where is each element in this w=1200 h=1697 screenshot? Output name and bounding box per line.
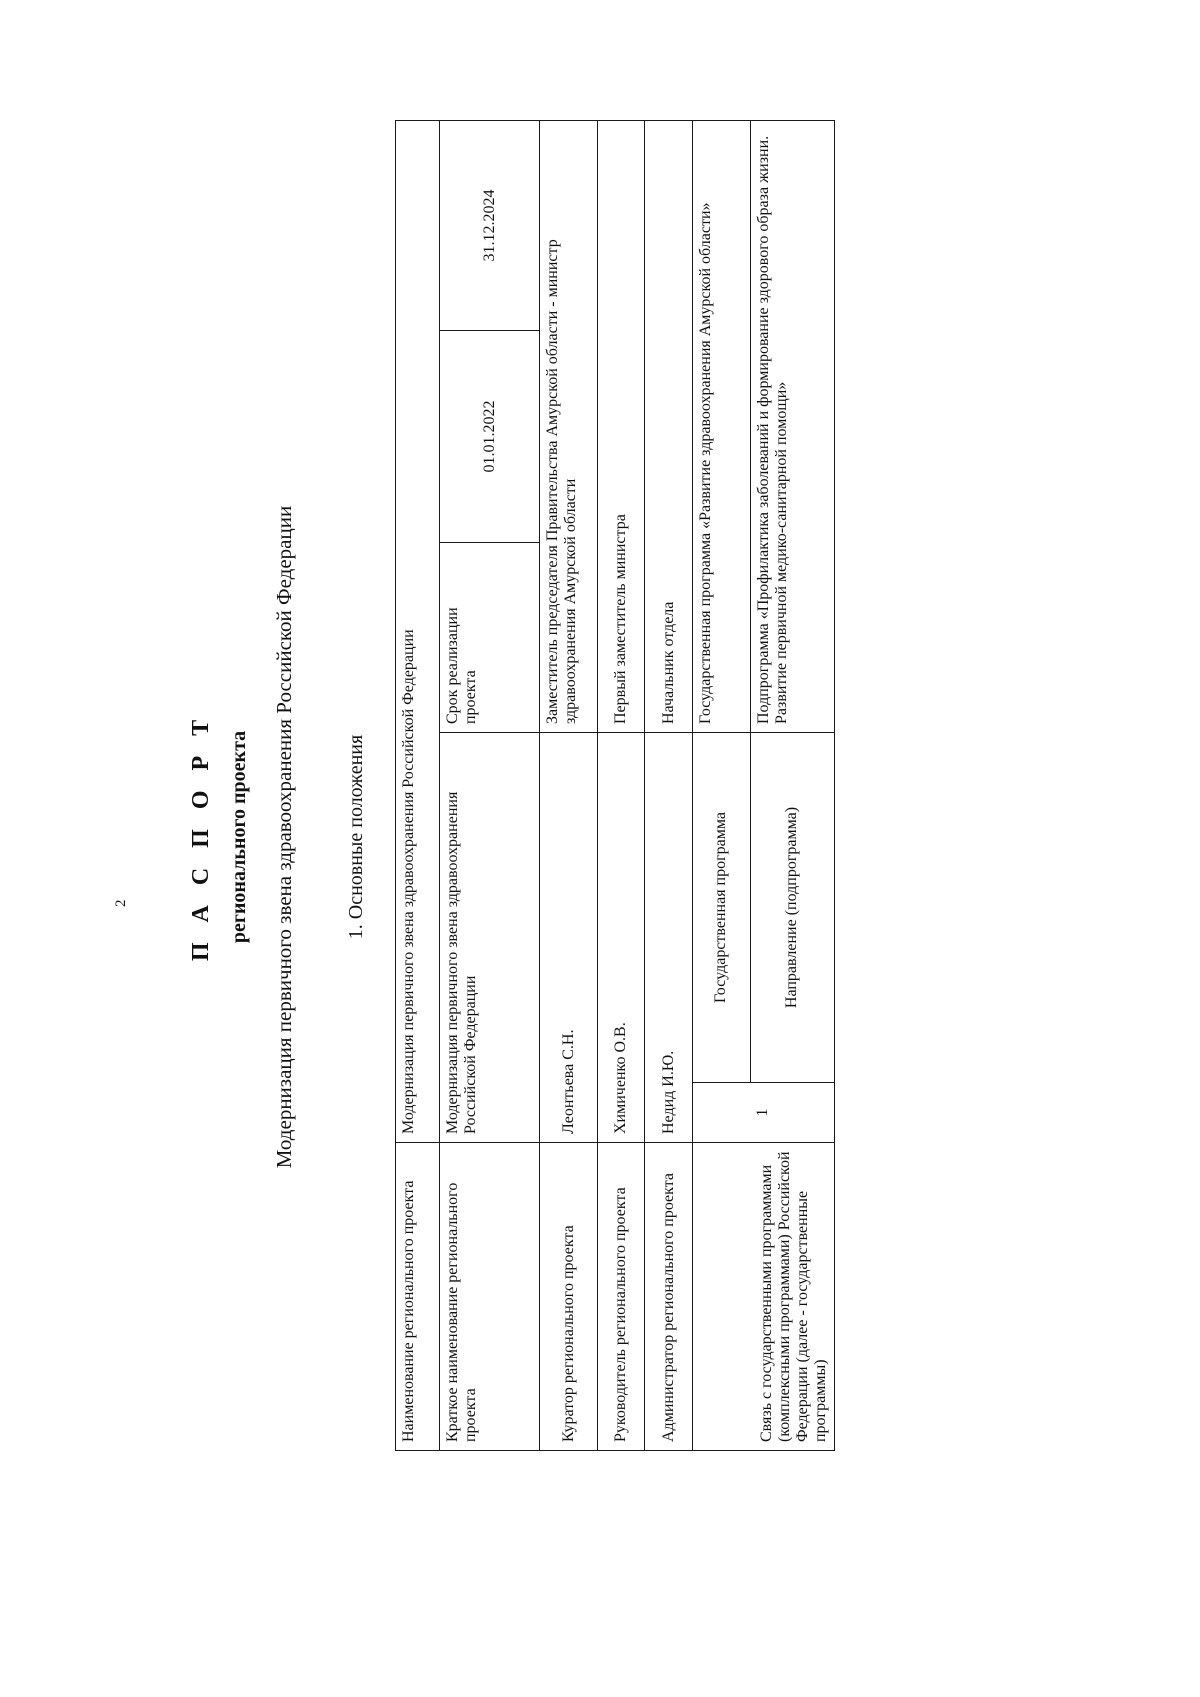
term-end-date: 31.12.2024	[440, 120, 540, 330]
head-name: Химиченко О.В.	[598, 733, 645, 1143]
curator-position: Заместитель председателя Правительства Амурской области - министр здравоохранения Амурской области	[540, 120, 598, 732]
table-row-short-name	[440, 120, 540, 1450]
program-value: Государственная программа «Развитие здравоохранения Амурской области»	[692, 120, 750, 732]
table-row-program	[692, 120, 750, 1450]
value-short-name: Модернизация первичного звена здравоохранения Российской Федерации	[440, 733, 540, 1143]
program-label: Государственная программа	[692, 733, 750, 1083]
subprogram-value: Подпрограмма «Профилактика заболеваний и формирование здорового образа жизни. Развитие первичной медико-санитарной помощи»	[750, 120, 834, 732]
project-name-heading: Модернизация первичного звена здравоохранения Российской Федерации	[272, 505, 296, 1169]
term-start-date: 01.01.2022	[440, 331, 540, 543]
label-curator: Куратор регионального проекта	[540, 1143, 598, 1451]
label-state-program-link: Связь с государственными программами (комплексными программами) Российской Федерации (далее - государственные программы)	[692, 1143, 834, 1451]
table-row-curator	[540, 120, 598, 1450]
passport-table	[395, 120, 835, 1451]
section-title: 1. Основные положения	[345, 734, 367, 940]
curator-name: Леонтьева С.Н.	[540, 733, 598, 1143]
head-position: Первый заместитель министра	[598, 120, 645, 732]
label-project-name: Наименование регионального проекта	[396, 1143, 440, 1451]
label-head: Руководитель регионального проекта	[598, 1143, 645, 1451]
table-row-name	[396, 120, 440, 1450]
value-project-name: Модернизация первичного звена здравоохранения Российской Федерации	[396, 120, 440, 1142]
program-number: 1	[692, 1083, 834, 1143]
administrator-name: Недид И.Ю.	[645, 733, 692, 1143]
document-subtitle: регионального проекта	[228, 730, 250, 944]
label-administrator: Администратор регионального проекта	[645, 1143, 692, 1451]
table-row-administrator	[645, 120, 692, 1450]
page-number: 2	[113, 899, 129, 907]
subprogram-label: Направление (подпрограмма)	[750, 733, 834, 1083]
administrator-position: Начальник отдела	[645, 120, 692, 732]
label-short-name: Краткое наименование регионального проекта	[440, 1143, 540, 1451]
label-term: Срок реализации проекта	[440, 543, 540, 733]
document-title: П А С П О Р Т	[188, 712, 214, 962]
table-row-head	[598, 120, 645, 1450]
